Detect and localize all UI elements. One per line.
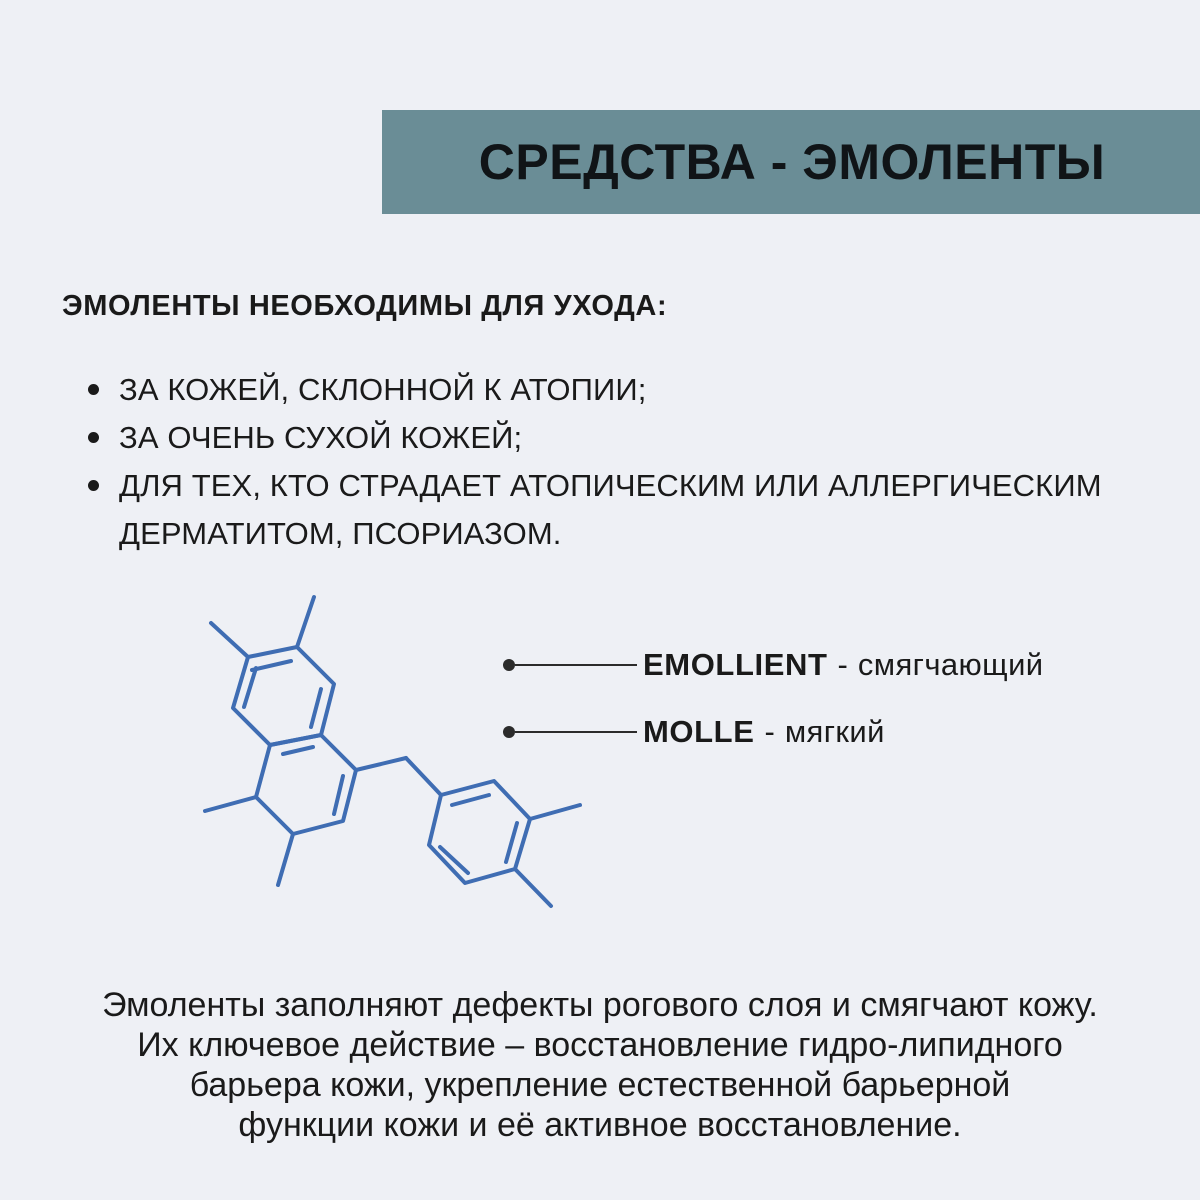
bullet-dot-icon — [88, 432, 99, 443]
term-dot-icon — [503, 659, 515, 671]
list-item-text: ЗА ОЧЕНЬ СУХОЙ КОЖЕЙ; — [119, 420, 523, 455]
intro-heading: ЭМОЛЕНТЫ НЕОБХОДИМЫ ДЛЯ УХОДА: — [62, 290, 668, 322]
list-item-text-continued: ДЕРМАТИТОМ, ПСОРИАЗОМ. — [119, 516, 562, 551]
term-separator: - — [764, 714, 775, 749]
list-item — [88, 414, 1148, 462]
term-meaning: смягчающий — [857, 647, 1044, 682]
term-meaning: мягкий — [784, 714, 885, 749]
footer-line: барьера кожи, укрепление естественной барьерной — [189, 1066, 1011, 1104]
bullet-dot-icon — [88, 384, 99, 395]
term-connector-line — [515, 731, 637, 733]
term-emollient — [503, 645, 1044, 685]
page-title: СРЕДСТВА - ЭМОЛЕНТЫ — [478, 134, 1106, 190]
term-dot-icon — [503, 726, 515, 738]
term-connector-line — [515, 664, 637, 666]
list-item-text: ЗА КОЖЕЙ, СКЛОННОЙ К АТОПИИ; — [119, 372, 647, 407]
term-word: MOLLE — [643, 714, 755, 749]
footer-line: функции кожи и её активное восстановление. — [238, 1106, 962, 1144]
term-separator: - — [837, 647, 848, 682]
bullet-dot-icon — [88, 480, 99, 491]
list-item — [88, 366, 1148, 414]
bullet-list — [88, 366, 1148, 558]
list-item-text: ДЛЯ ТЕХ, КТО СТРАДАЕТ АТОПИЧЕСКИМ ИЛИ АЛЛЕРГИЧЕСКИМ — [119, 468, 1102, 503]
footer-paragraph — [40, 985, 1160, 1145]
footer-line: Их ключевое действие – восстановление гидро-липидного — [137, 1026, 1063, 1064]
term-word: EMOLLIENT — [643, 647, 828, 682]
list-item — [88, 462, 1148, 558]
term-molle — [503, 712, 885, 752]
header-band — [382, 110, 1200, 214]
footer-line: Эмоленты заполняют дефекты рогового слоя и смягчают кожу. — [102, 986, 1098, 1024]
